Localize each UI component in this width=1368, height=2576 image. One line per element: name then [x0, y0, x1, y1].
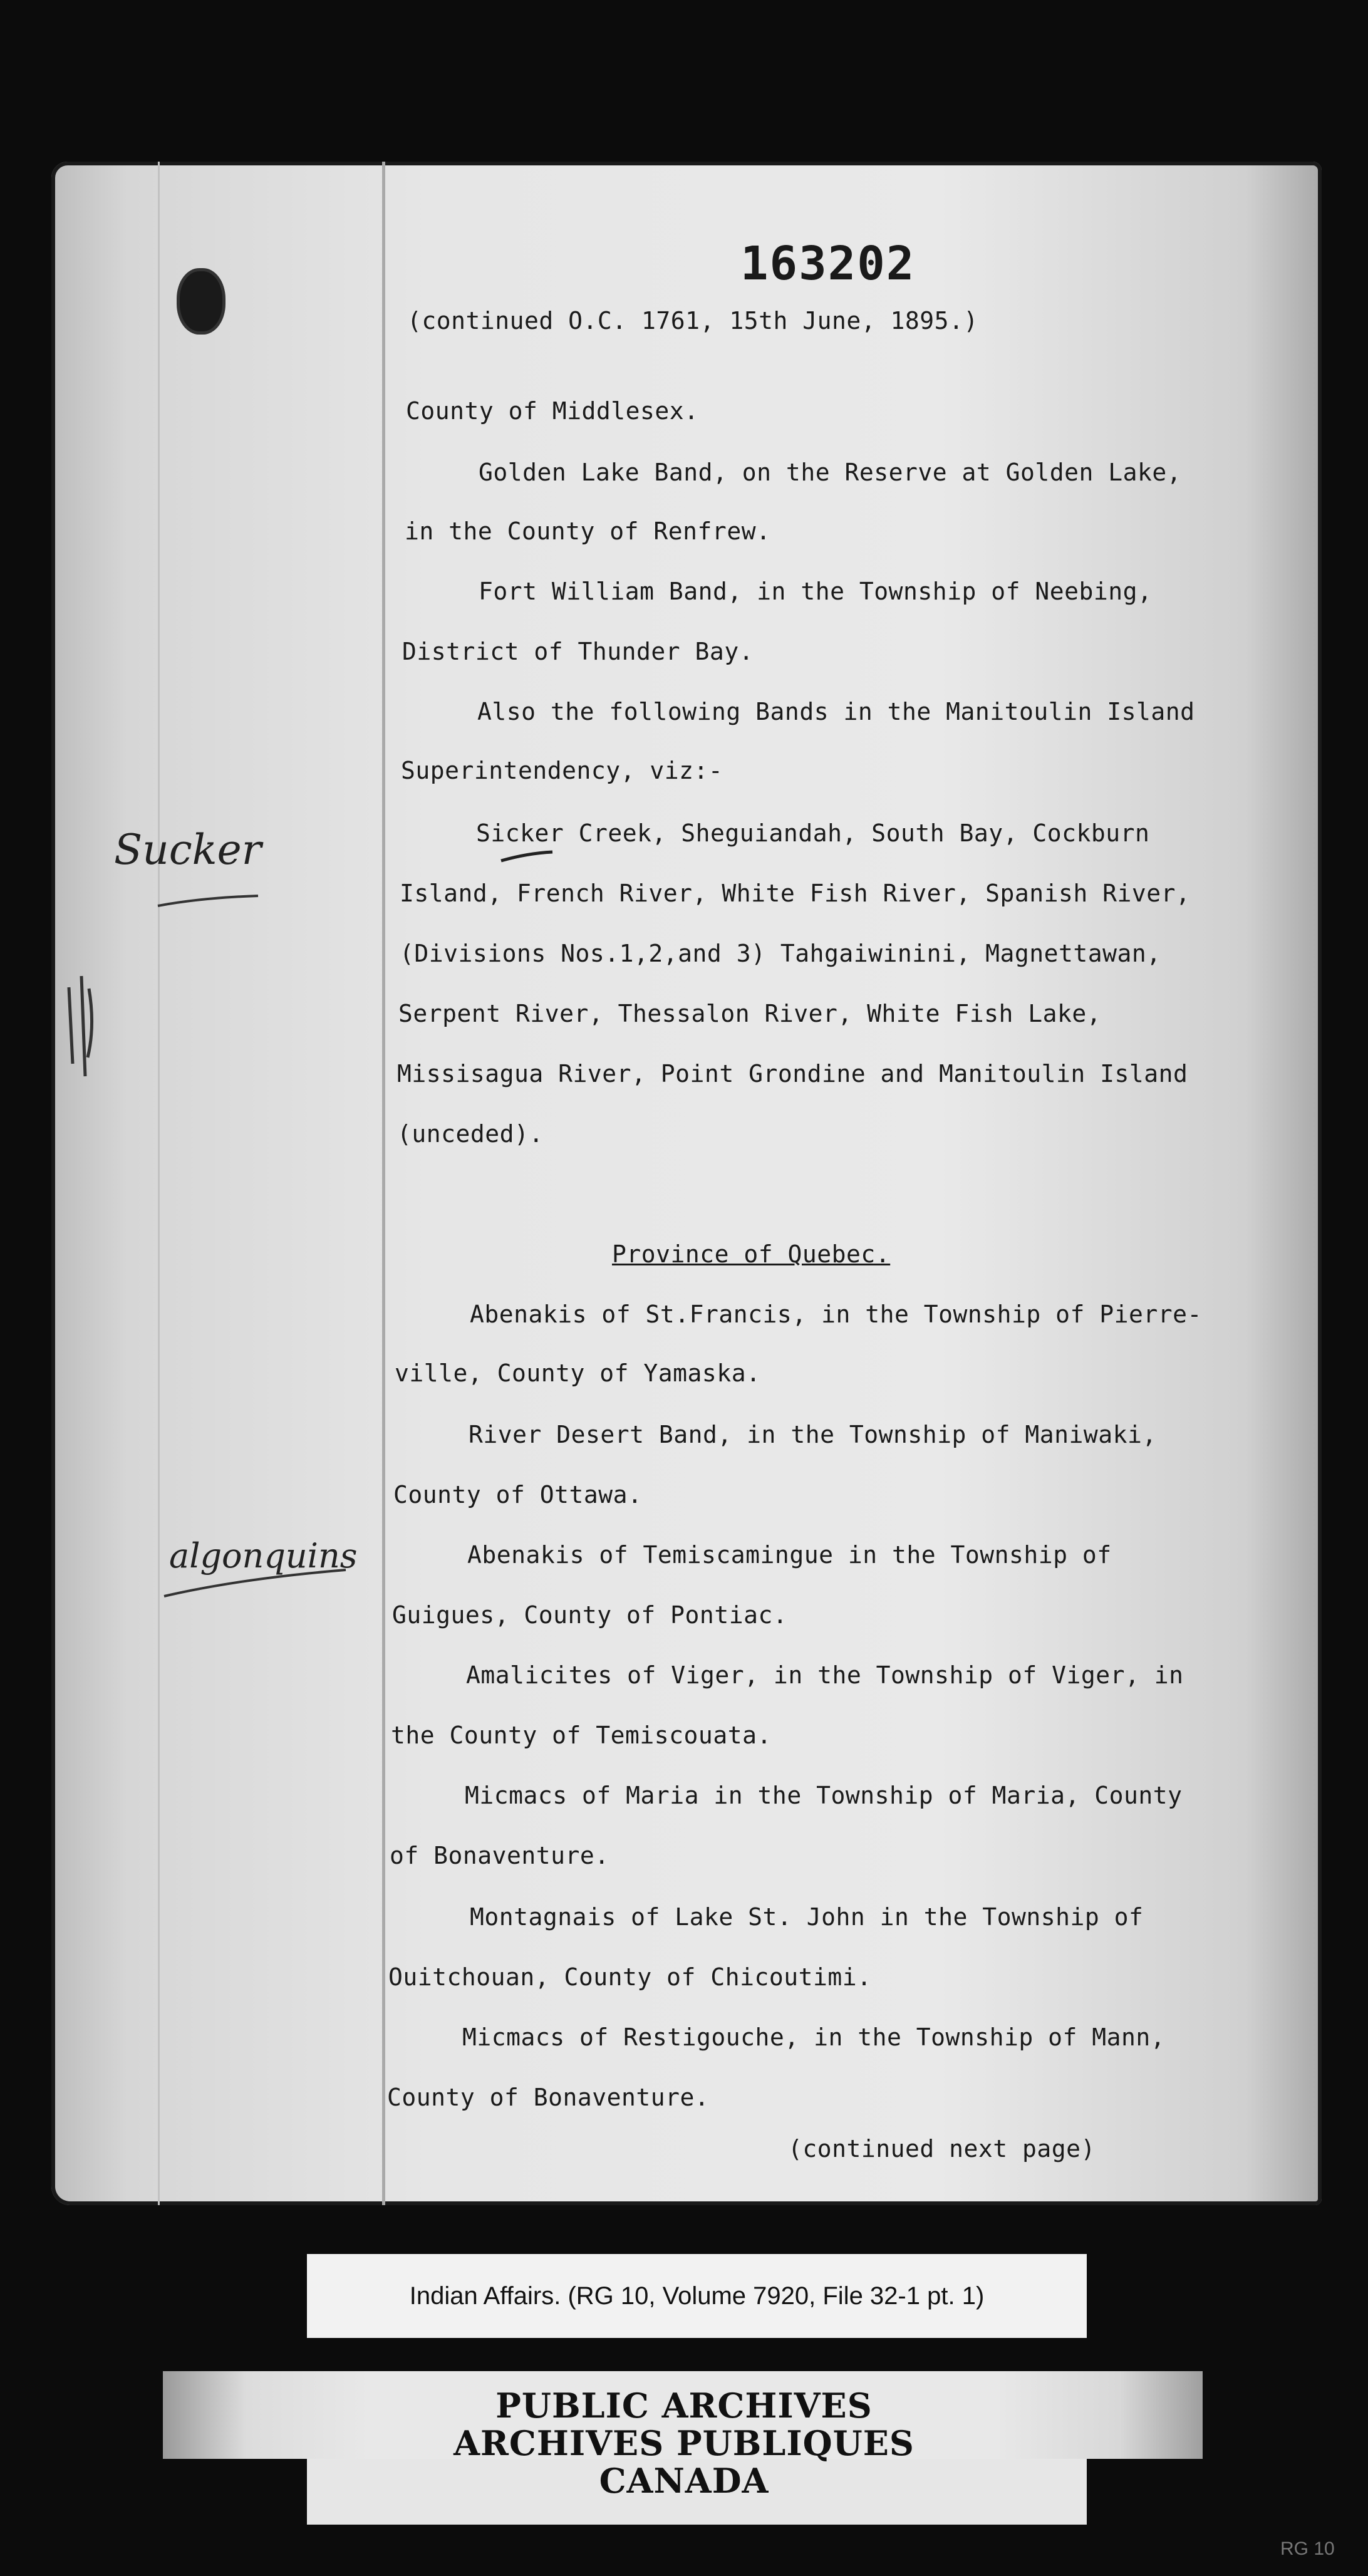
text-line: Fort William Band, in the Township of Neebing,	[479, 578, 1153, 605]
text-line: Guigues, County of Pontiac.	[392, 1601, 788, 1629]
continued-footer: (continued next page)	[788, 2135, 1096, 2163]
text-line: County of Middlesex.	[406, 397, 699, 425]
text-line: the County of Temiscouata.	[391, 1722, 772, 1749]
handwritten-marks	[51, 162, 1322, 2205]
text-line: ville, County of Yamaska.	[395, 1359, 761, 1387]
text-line: County of Ottawa.	[393, 1481, 643, 1509]
text-line: of Bonaventure.	[390, 1842, 609, 1869]
archive-reference-label: Indian Affairs. (RG 10, Volume 7920, File 32-1 pt. 1)	[307, 2254, 1087, 2338]
stamp-line-archives-publiques: ARCHIVES PUBLIQUES	[453, 2423, 915, 2463]
section-heading: Province of Quebec.	[612, 1240, 891, 1268]
text-line: Also the following Bands in the Manitoulin Island	[477, 698, 1195, 725]
text-line: Micmacs of Maria in the Township of Maria, County	[465, 1782, 1183, 1809]
stamp-line-canada: CANADA	[599, 2461, 769, 2501]
text-line: Missisagua River, Point Grondine and Manitoulin Island	[397, 1060, 1188, 1088]
document-page	[51, 162, 1322, 2205]
text-line: County of Bonaventure.	[387, 2084, 710, 2111]
margin-annotation: Sucker	[114, 826, 262, 874]
text-line: Island, French River, White Fish River, Spanish River,	[400, 880, 1191, 907]
text-line: Micmacs of Restigouche, in the Township of Mann,	[462, 2023, 1166, 2051]
text-line: District of Thunder Bay.	[402, 638, 754, 665]
text-line: Golden Lake Band, on the Reserve at Golden Lake,	[479, 459, 1182, 486]
text-line: Ouitchouan, County of Chicoutimi.	[388, 1963, 872, 1991]
text-line: (Divisions Nos.1,2,and 3) Tahgaiwinini, Magnettawan,	[400, 940, 1161, 967]
document-number: 163202	[740, 237, 916, 291]
text-line: Serpent River, Thessalon River, White Fish Lake,	[398, 1000, 1102, 1027]
stamp-line-public-archives: PUBLIC ARCHIVES	[495, 2386, 873, 2426]
text-line: (unceded).	[397, 1120, 544, 1148]
text-line: Montagnais of Lake St. John in the Township of	[470, 1903, 1144, 1931]
text-line: River Desert Band, in the Township of Maniwaki,	[469, 1421, 1157, 1448]
text-line: Abenakis of Temiscamingue in the Township of	[467, 1541, 1112, 1569]
continued-header: (continued O.C. 1761, 15th June, 1895.)	[407, 307, 978, 335]
frame-number: RG 10	[1280, 2538, 1335, 2559]
text-line: Sicker Creek, Sheguiandah, South Bay, Cockburn	[476, 819, 1150, 847]
margin-annotation: algonquins	[169, 1536, 358, 1576]
text-line: Abenakis of St.Francis, in the Township of Pierre-	[470, 1301, 1202, 1328]
text-line: Amalicites of Viger, in the Township of Viger, in	[466, 1661, 1184, 1689]
text-line: in the County of Renfrew.	[405, 517, 771, 545]
text-line: Superintendency, viz:-	[401, 757, 723, 784]
